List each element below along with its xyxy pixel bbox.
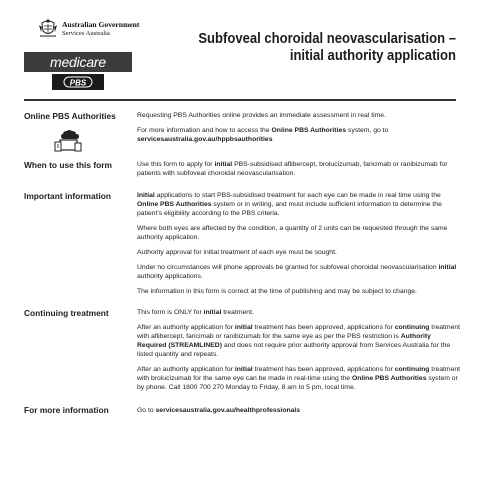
text: applications to start PBS-subsidised treatment for each eye can be made in real time using the: [154, 192, 441, 199]
header-divider: [24, 99, 456, 101]
bold-text: Initial: [137, 192, 155, 199]
bold-text: initial: [234, 366, 253, 374]
more-para-1: [137, 406, 462, 415]
text: treatment has been approved, applications for: [252, 366, 395, 374]
section-content-continuing: [137, 308, 462, 398]
gov-line-1: Australian Government: [62, 20, 140, 29]
medicare-logo: medicare: [24, 52, 132, 72]
title-line-2: initial authority application: [289, 47, 456, 64]
link-healthprofessionals[interactable]: servicesaustralia.gov.au/healthprofessionals: [155, 407, 301, 414]
link-hppbsauthorities[interactable]: servicesaustralia.gov.au/hppbsauthorities: [137, 135, 273, 143]
section-label-online: Online PBS Authorities: [24, 111, 116, 121]
bold-text: Online PBS Authorities: [271, 126, 347, 134]
section-label-when: When to use this form: [24, 160, 112, 170]
title-line-1: Subfoveal choroidal neovascularisation –: [198, 30, 456, 47]
section-content-online: [137, 111, 462, 150]
bold-text: Online PBS Authorities: [137, 201, 212, 209]
online-para-2: [137, 126, 462, 144]
section-label-continuing: Continuing treatment: [24, 308, 109, 318]
bold-text: Online PBS Authorities: [351, 375, 427, 383]
text: This form is ONLY for: [137, 309, 204, 316]
bold-text: initial: [438, 263, 457, 271]
bold-text: initial: [234, 323, 253, 331]
coat-of-arms-icon: [36, 17, 60, 41]
bold-text: initial: [203, 309, 222, 316]
text: treatment.: [221, 309, 254, 316]
computer-icon: [54, 130, 84, 152]
online-para-1: Requesting PBS Authorities online provides an immediate assessment in real time.: [137, 112, 386, 119]
text: treatment has been approved, applications for: [252, 323, 395, 331]
continuing-para-3: [137, 365, 462, 393]
text: After an authority application for: [137, 366, 235, 374]
text: system or in writing, and must include sufficient information to determine the patient's eligibility according to the PBS criteria.: [137, 201, 442, 218]
text: Under no circumstances will phone approvals be granted for subfoveal choroidal neovascularisation: [137, 263, 439, 271]
important-para-2: Where both eyes are affected by the condition, a quantity of 2 units can be requested through the same authority application.: [137, 225, 448, 242]
text: After an authority application for: [137, 323, 235, 331]
section-label-important: Important information: [24, 191, 112, 201]
text: and does not require prior authority approval from Services Australia for the listed quantity and repeats.: [137, 342, 451, 359]
bold-text: initial: [214, 161, 233, 168]
section-content-more: [137, 406, 462, 421]
government-branding: [62, 20, 139, 38]
gov-line-2: Services Australia: [62, 30, 110, 37]
text: treatment with aflibercept, faricimab or ranibizumab for the same eye as per the PBS restriction is: [137, 323, 461, 340]
text: PBS-subsidised aflibercept, brolucizumab, faricimab or ranibizumab for patients with subfoveal choroidal neovascularisation.: [137, 161, 448, 178]
text: Go to: [137, 407, 156, 414]
continuing-para-1: [137, 308, 462, 317]
bold-text: continuing: [394, 323, 430, 331]
bold-text: Authority Required (STREAMLINED): [137, 332, 431, 350]
bold-text: continuing: [394, 366, 430, 374]
important-para-4: [137, 263, 462, 281]
section-content-important: [137, 191, 462, 301]
text: For more information and how to access the: [137, 126, 272, 134]
text: Use this form to apply for: [137, 161, 215, 168]
text: system or by phone. Call 1800 700 270 Monday to Friday, 8 am to 5 pm, local time.: [137, 375, 458, 392]
section-content-when: [137, 160, 462, 184]
pbs-logo-text: PBS: [69, 78, 87, 88]
important-para-5: The information in this form is correct at the time of publishing and may be subject to change.: [137, 287, 417, 295]
important-para-1: [137, 191, 462, 219]
text: treatment with brolucizumab for the same eye can be made in real-time using the: [137, 366, 461, 383]
text: authority applications.: [137, 272, 203, 280]
pbs-logo: [52, 74, 104, 90]
section-label-more: For more information: [24, 405, 109, 415]
form-title: [198, 30, 456, 64]
text: system, go to: [346, 126, 389, 134]
document-header: [0, 0, 480, 95]
when-para-1: [137, 160, 462, 178]
continuing-para-2: [137, 323, 462, 360]
important-para-3: Authority approval for initial treatment of each eye must be sought.: [137, 249, 337, 257]
